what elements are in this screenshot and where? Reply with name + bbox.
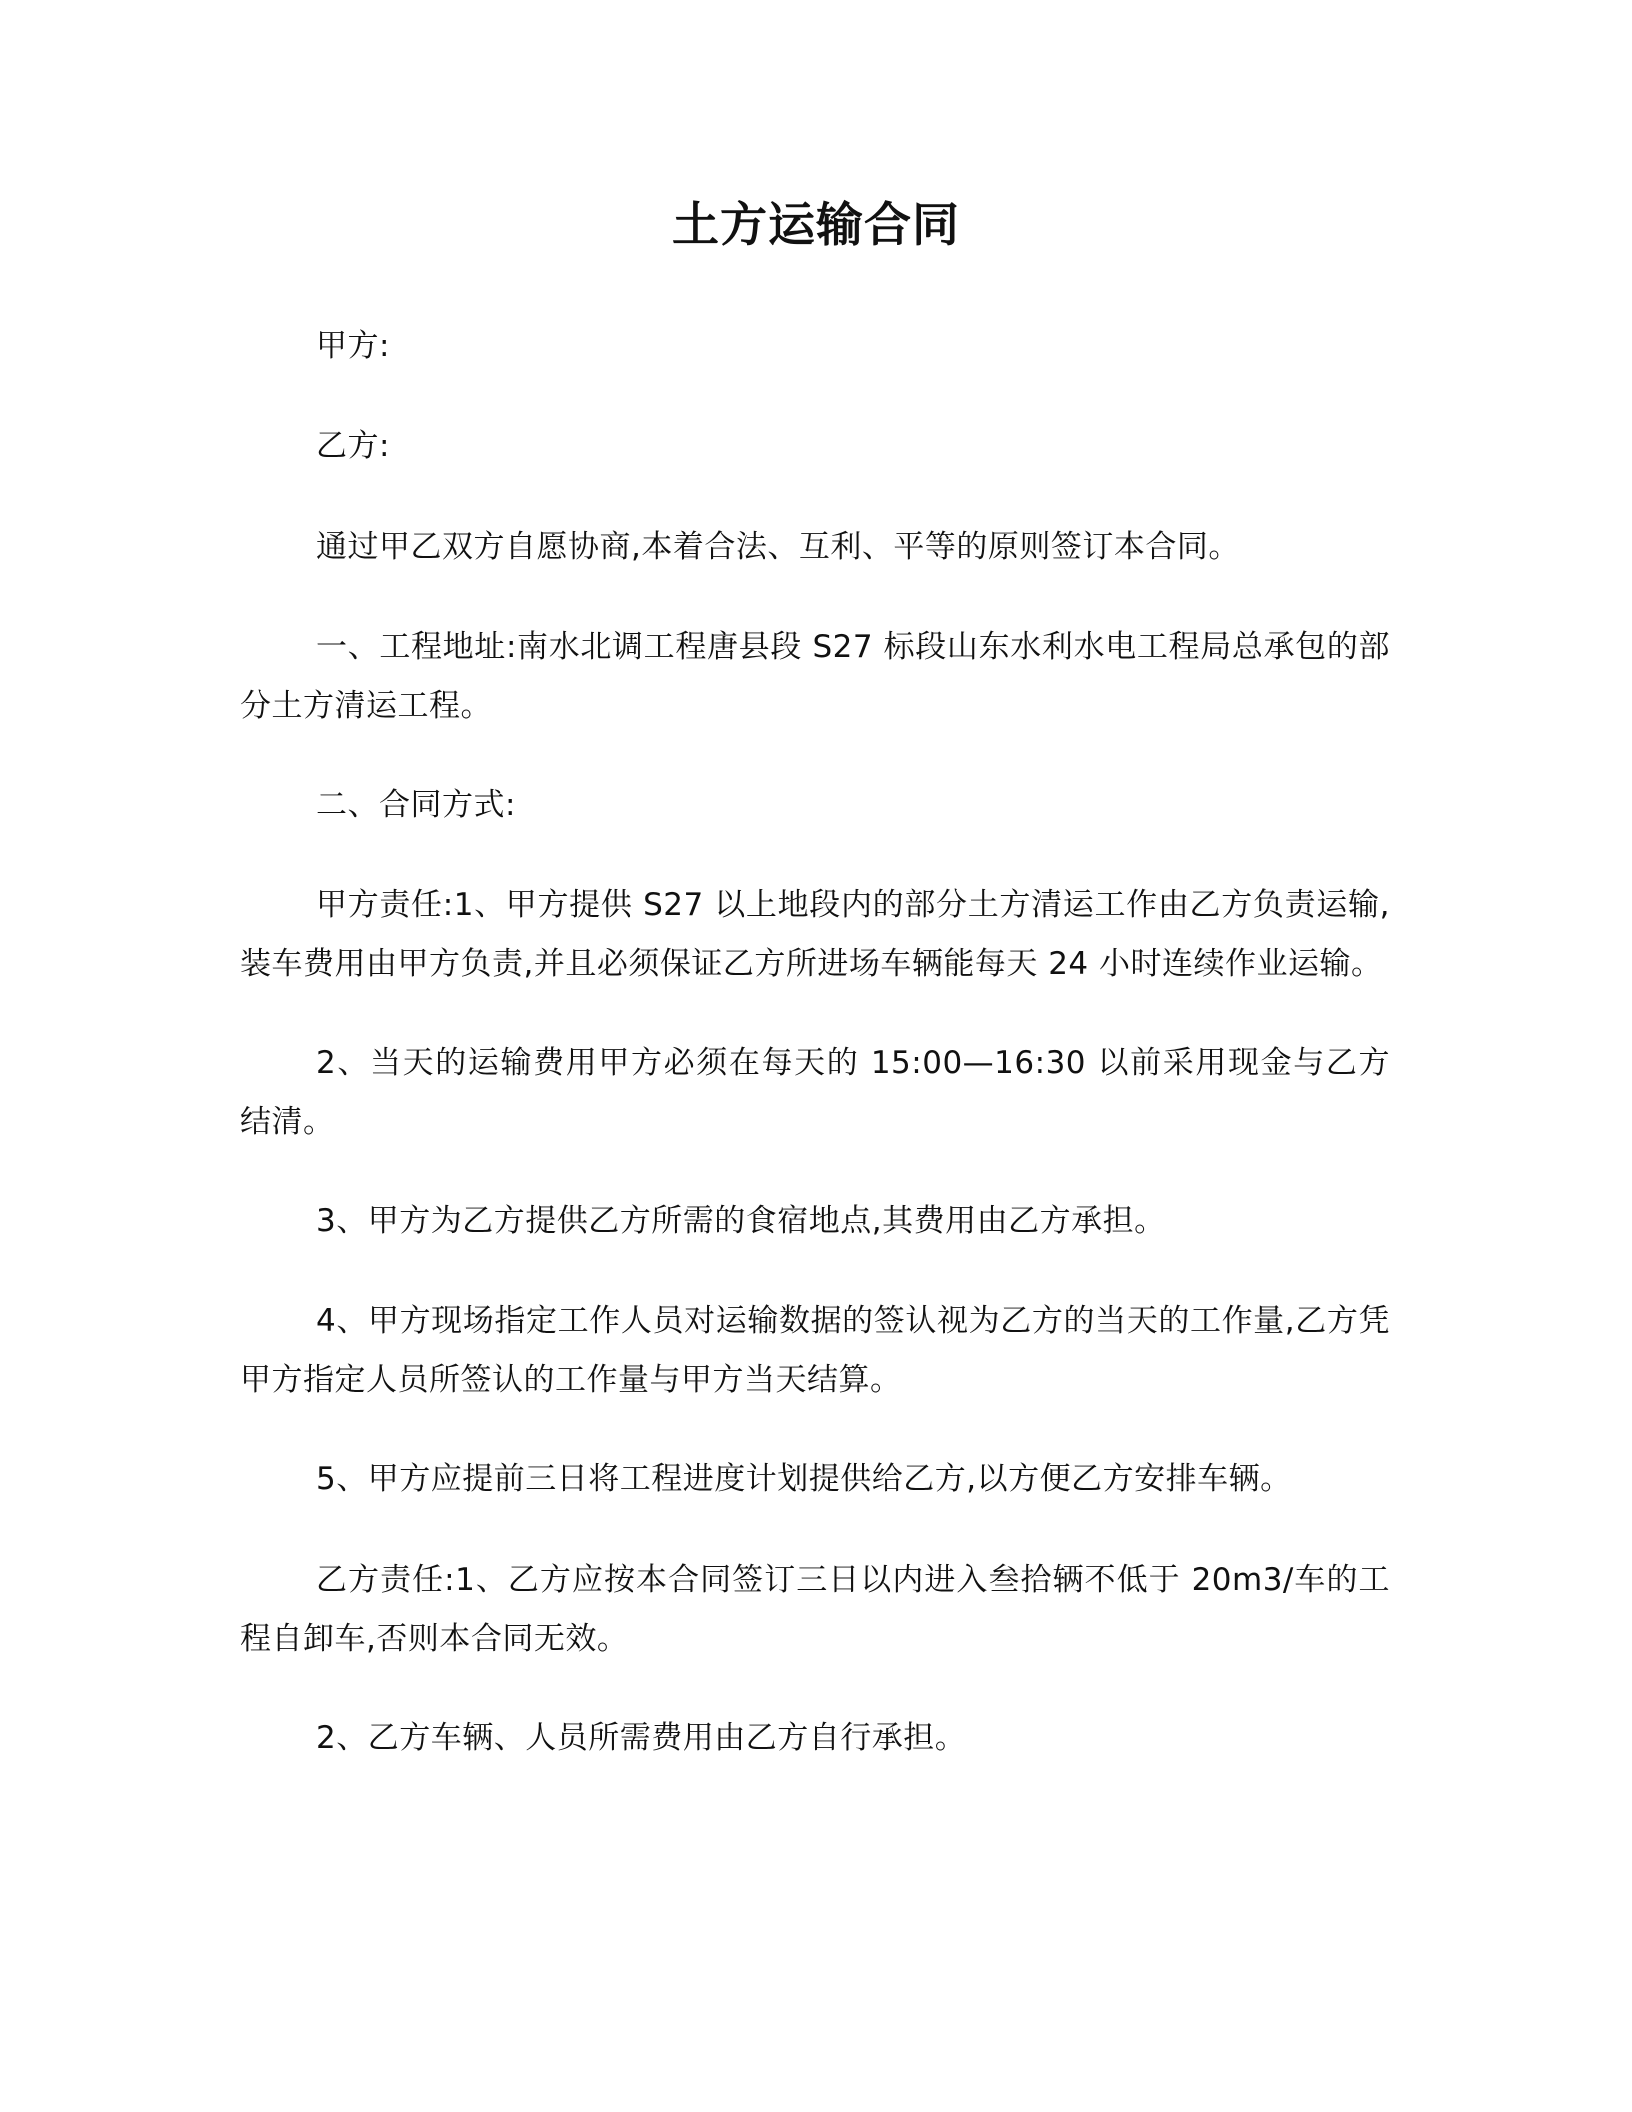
- clause-contract-method: 二、合同方式:: [316, 787, 516, 823]
- party-b-duty-2: 2、乙方车辆、人员所需费用由乙方自行承担。: [316, 1720, 967, 1756]
- intro-paragraph: 通过甲乙双方自愿协商,本着合法、互利、平等的原则签订本合同。: [316, 529, 1240, 565]
- party-a-line: 甲方:: [316, 328, 390, 364]
- clause-project-address: 一、工程地址:南水北调工程唐县段 S27 标段山东水利水电工程局总承包的部分土方清运工程。: [240, 629, 1390, 724]
- party-a-duty-5: 5、甲方应提前三日将工程进度计划提供给乙方,以方便乙方安排车辆。: [316, 1461, 1292, 1497]
- party-a-duty-1: 甲方责任:1、甲方提供 S27 以上地段内的部分土方清运工作由乙方负责运输,装车费用由甲方负责,并且必须保证乙方所进场车辆能每天 24 小时连续作业运输。: [240, 887, 1390, 982]
- party-a-duty-2: 2、当天的运输费用甲方必须在每天的 15:00—16:30 以前采用现金与乙方结清。: [240, 1045, 1390, 1140]
- party-a-duty-3: 3、甲方为乙方提供乙方所需的食宿地点,其费用由乙方承担。: [316, 1203, 1166, 1239]
- party-b-line: 乙方:: [316, 428, 390, 464]
- party-b-duty-1: 乙方责任:1、乙方应按本合同签订三日以内进入叁拾辆不低于 20m3/车的工程自卸车,否则本合同无效。: [240, 1562, 1390, 1657]
- party-a-duty-4: 4、甲方现场指定工作人员对运输数据的签认视为乙方的当天的工作量,乙方凭甲方指定人员所签认的工作量与甲方当天结算。: [240, 1303, 1390, 1398]
- document-title: 土方运输合同: [672, 198, 960, 253]
